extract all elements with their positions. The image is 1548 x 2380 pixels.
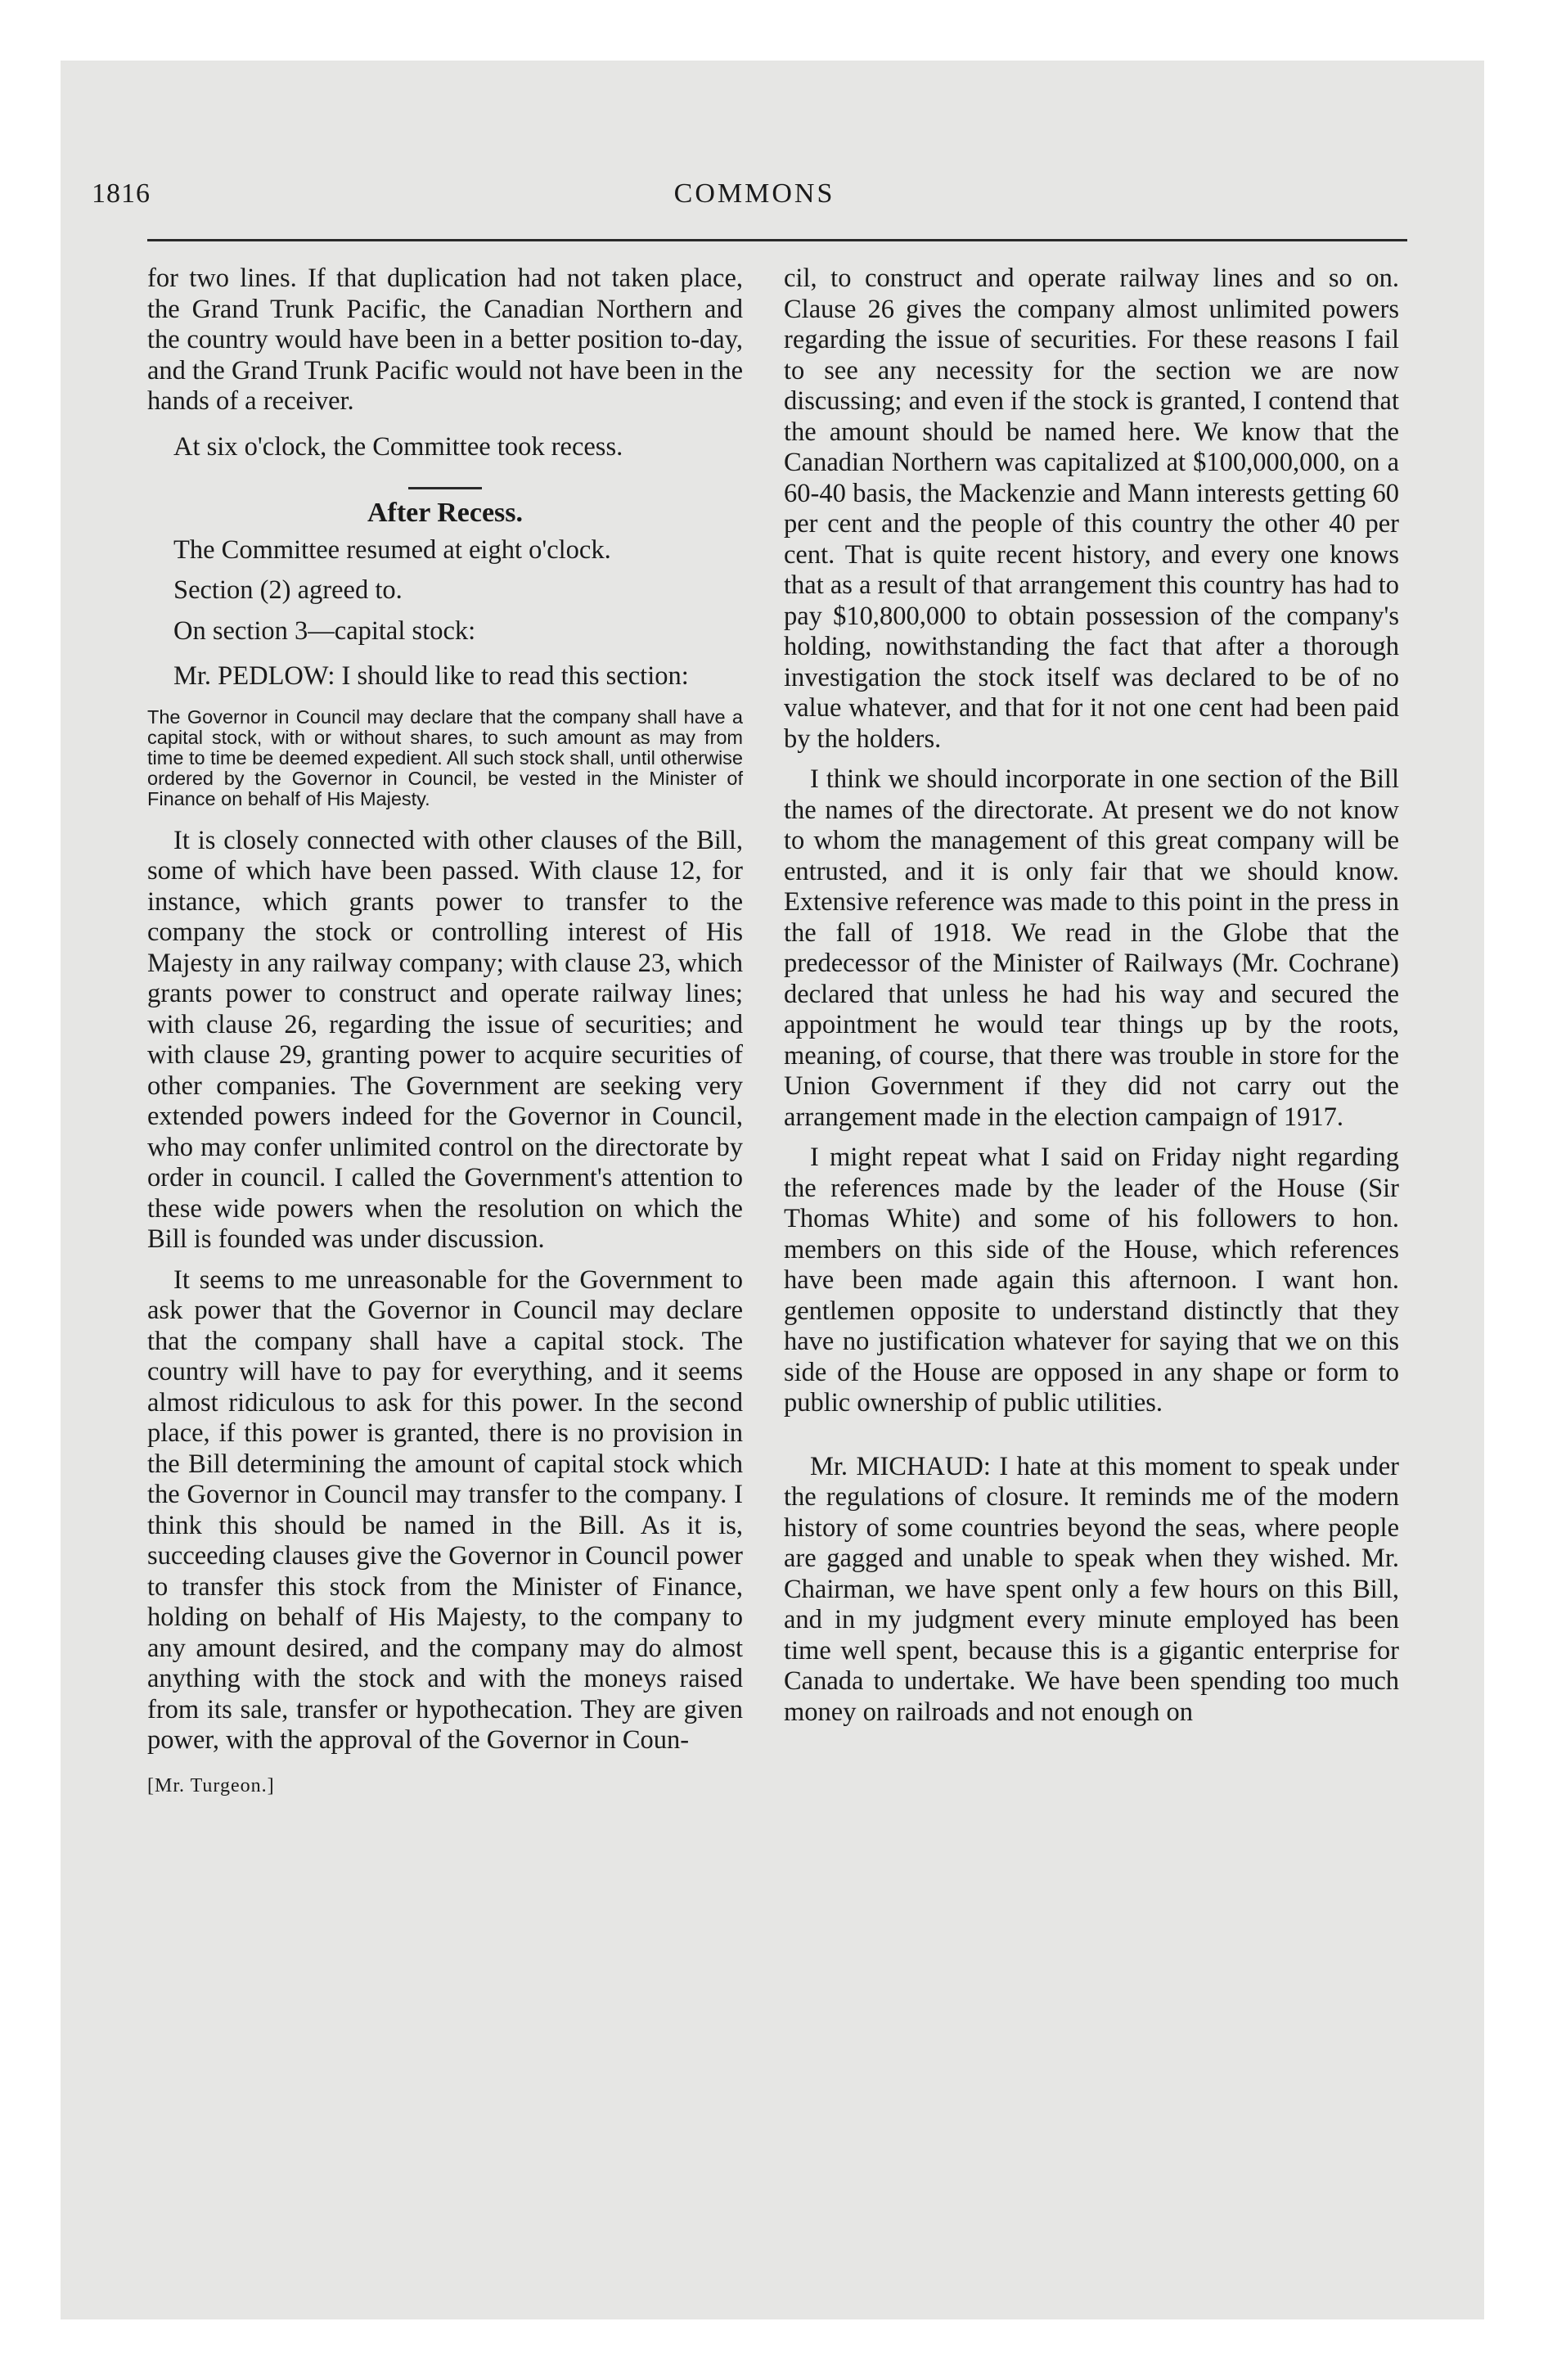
paragraph: The Committee resumed at eight o'clock.: [173, 534, 611, 565]
paragraph: It is closely connected with other clauses of the Bill, some of which have been passed. With clause 12, for instance, which grants power to transfer to the company the stock or controlling interest of His Majesty in any railway company; with clause 23, which grants power to construct and operate railway lines; with clause 26, regarding the issue of securities; and with clause 29, granting power to acquire securities of other companies. The Government are seeking very extended powers indeed for the Governor in Council, who may confer unlimited control on the directorate by order in council. I called the Government's attention to these wide powers when the resolution on which the Bill is founded was under discussion.: [147, 825, 743, 1254]
quoted-section: The Governor in Council may declare that the company shall have a capital stock, with or without shares, to such amount as may from time to time be deemed expedient. All such stock shall, until otherwise ordered by the Governor in Council, be vested in the Minister of Finance on behalf of His Majesty.: [147, 705, 743, 809]
paragraph-continued: cil, to construct and operate railway lines and so on. Clause 26 gives the company almost unlimited powers regarding the issue of securities. For these reasons I fail to see any necessity for the section we are now discussing; and even if the stock is granted, I contend that the amount should be named here. We know that the Canadian Northern was capitalized at $100,000,000, on a 60-40 basis, the Mackenzie and Mann interests getting 60 per cent and the people of this country the other 40 per cent. That is quite recent history, and every one knows that as a result of that arrangement this country has had to pay $10,800,000 to obtain possession of the company's holding, nowithstanding the fact that after a thorough investigation the stock itself was declared to be of no value whatever, and that for it not one cent had been paid by the holders.: [784, 264, 1399, 754]
section-heading: After Recess.: [367, 498, 524, 528]
speaker-paragraph: Mr. PEDLOW: I should like to read this section:: [173, 661, 689, 691]
section-divider: [408, 487, 482, 489]
paragraph: At six o'clock, the Committee took recess.: [173, 431, 623, 462]
speaker-paragraph: Mr. MICHAUD: I hate at this moment to speak under the regulations of closure. It reminds me of the modern history of some countries beyond the seas, where people are gagged and unable to speak when they wished. Mr. Chairman, we have spent only a few hours on this Bill, and in my judgment every minute employed has been time well spent, because this is a gigantic enterprise for Canada to undertake. We have been spending too much money on railroads and not enough on: [784, 1451, 1399, 1727]
paragraph: On section 3—capital stock:: [173, 615, 476, 646]
paragraph: I might repeat what I said on Friday night regarding the references made by the leader of the House (Sir Thomas White) and some of his followers to hon. members on this side of the House, which references have been made again this afternoon. I want hon. gentlemen opposite to understand distinctly that they have no justification whatever for saying that we on this side of the House are opposed in any shape or form to public ownership of public utilities.: [784, 1143, 1399, 1418]
left-column: [147, 264, 743, 1801]
paragraph: It seems to me unreasonable for the Government to ask power that the Governor in Council may declare that the company shall have a capital stock. The country will have to pay for everything, and it seems almost ridiculous to ask for this power. In the second place, if this power is granted, there is no provision in the Bill determining the amount of capital stock which the Governor in Council may transfer to the company. I think this should be named in the Bill. As it is, succeeding clauses give the Governor in Council power to transfer this stock from the Minister of Finance, holding on behalf of His Majesty, to the company to any amount desired, and the company may do almost anything with the stock and with the moneys raised from its sale, transfer or hypothecation. They are given power, with the approval of the Governor in Coun-: [147, 1264, 743, 1755]
page-header: [92, 116, 1417, 231]
header-rule: [147, 239, 1407, 241]
page-number: 1816: [92, 178, 151, 209]
running-head: COMMONS: [673, 178, 835, 209]
paragraph: I think we should incorporate in one section of the Bill the names of the directorate. At present we do not know to whom the management of this great company will be entrusted, and it is only fair that we should know. Extensive reference was made to this point in the press in the fall of 1918. We read in the Globe that the predecessor of the Minister of Railways (Mr. Cochrane) declared that unless he had his way and secured the appointment he would tear things up by the roots, meaning, of course, that there was trouble in store for the Union Government if they did not carry out the arrangement made in the election campaign of 1917.: [784, 764, 1399, 1132]
right-column: [784, 264, 1399, 1728]
paragraph: Section (2) agreed to.: [173, 575, 403, 605]
paragraph-continued: for two lines. If that duplication had not taken place, the Grand Trunk Pacific, the Canadian Northern and the country would have been in a better position to-day, and the Grand Trunk Pacific would not have been in the hands of a receiver.: [147, 264, 743, 416]
footer-speaker-note: [Mr. Turgeon.]: [147, 1774, 275, 1796]
